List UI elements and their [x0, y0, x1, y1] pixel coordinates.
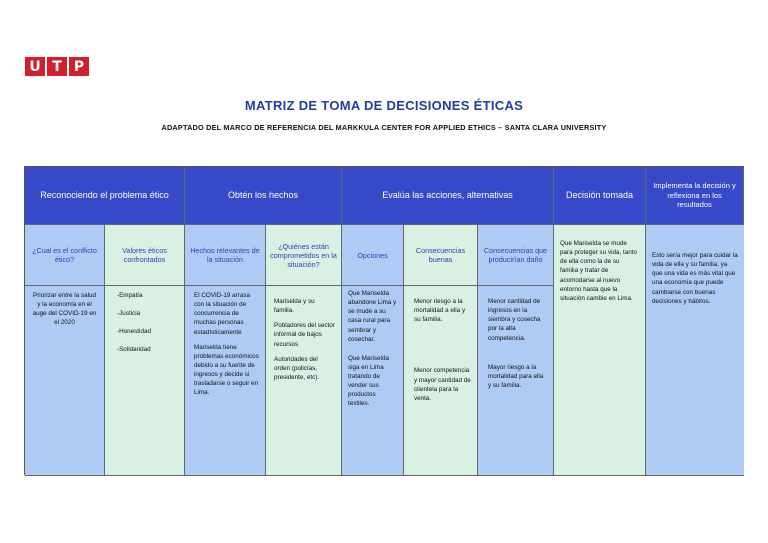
quienes-text: Mariselda y su familia. [274, 298, 315, 315]
hechos-text: Mariselda tiene problemas económicos debido a su fuente de ingresos y decide si trasladarse o seguir en Lima. [194, 343, 259, 397]
logo-letter-p: P [69, 57, 89, 76]
logo-letter-u: U [25, 57, 45, 76]
buena-text: Menor competencia y mayor cantidad de clientela para la venta. [414, 367, 471, 402]
header-hechos: Obtén los hechos [185, 167, 342, 225]
opcion-text: Que Mariselda abandone Lima y se mude a su casa rural para sembrar y cosechar. [348, 290, 397, 343]
subheader-quienes: ¿Quiénes están comprometidos en la situación? [266, 225, 342, 286]
valor-item: -Empatía [117, 292, 143, 299]
conflicto-text: Priorizar entre la salud y la economía en el auge del COVID-19 en el 2020 [32, 292, 97, 327]
page-subtitle: ADAPTADO DEL MARCO DE REFERENCIA DEL MARKKULA CENTER FOR APPLIED ETHICS – SANTA CLARA UNIVERSITY [161, 123, 607, 132]
valor-item: -Solidaridad [117, 346, 151, 354]
subheader-conflicto: ¿Cual es el conflicto ético? [25, 225, 105, 286]
decision-text: Que Mariselda se mude para proteger su vida, tanto de ella como la de su familia y tratar de acomodarse al nuevo entorno hasta que la situación cambie en Lima. [560, 240, 638, 302]
header-reconociendo: Reconociendo el problema ético [25, 167, 185, 225]
quienes-text: Pobladores del sector informal de bajos recursos [274, 322, 335, 348]
subheader-malas: Consecuencias que producirían daño [478, 225, 554, 286]
mala-text: Mayor riesgo a la mortalidad para ella y su familia. [488, 363, 544, 389]
logo-letter-t: T [47, 57, 67, 76]
decision-matrix [24, 166, 744, 475]
subheader-opciones: Opciones [342, 225, 404, 286]
buena-text: Menor riesgo a la mortalidad a ella y su familia. [414, 298, 466, 324]
buenas-cell [404, 286, 478, 476]
implementa-text: Esto sería mejor para cuidar la vida de ella y su familia, ya que una vida es más vital que una economía que puede cambiarse con buenas decisiones y hábitos. [652, 252, 738, 305]
subheader-buenas: Consecuencias buenas [404, 225, 478, 286]
mala-text: Menor cantidad de ingresos en la siembra y cosecha por la alta competencia. [488, 298, 541, 342]
valor-item: -Justicia [117, 310, 141, 318]
quienes-cell [266, 286, 342, 476]
malas-cell [478, 286, 554, 476]
opciones-cell [342, 286, 404, 476]
header-evalua: Evalúa las acciones, alternativas [342, 167, 554, 225]
valor-item: -Honestidad [117, 328, 151, 336]
subheader-hechos: Hechos relevantes de la situación [185, 225, 266, 286]
conflicto-cell [25, 286, 105, 476]
subheader-valores: Valores éticos confrontados [105, 225, 185, 286]
decision-cell [554, 225, 646, 476]
implementa-cell [646, 225, 744, 476]
hechos-text: El COVID-19 arrasa con la situación de concurrencia de muchas personas estadísticamente [194, 292, 250, 336]
header-decision: Decisión tomada [554, 167, 646, 225]
valores-cell [105, 286, 185, 476]
hechos-cell [185, 286, 266, 476]
quienes-text: Autoridades del orden (policías, presidente, etc). [274, 355, 320, 381]
page-title: MATRIZ DE TOMA DE DECISIONES ÉTICAS [244, 98, 524, 113]
header-implementa: Implementa la decisión y reflexiona en los resultados [646, 167, 744, 225]
utp-logo [25, 57, 89, 76]
opcion-text: Que Mariselda siga en Lima tratando de vender sus productos textiles. [348, 354, 389, 408]
